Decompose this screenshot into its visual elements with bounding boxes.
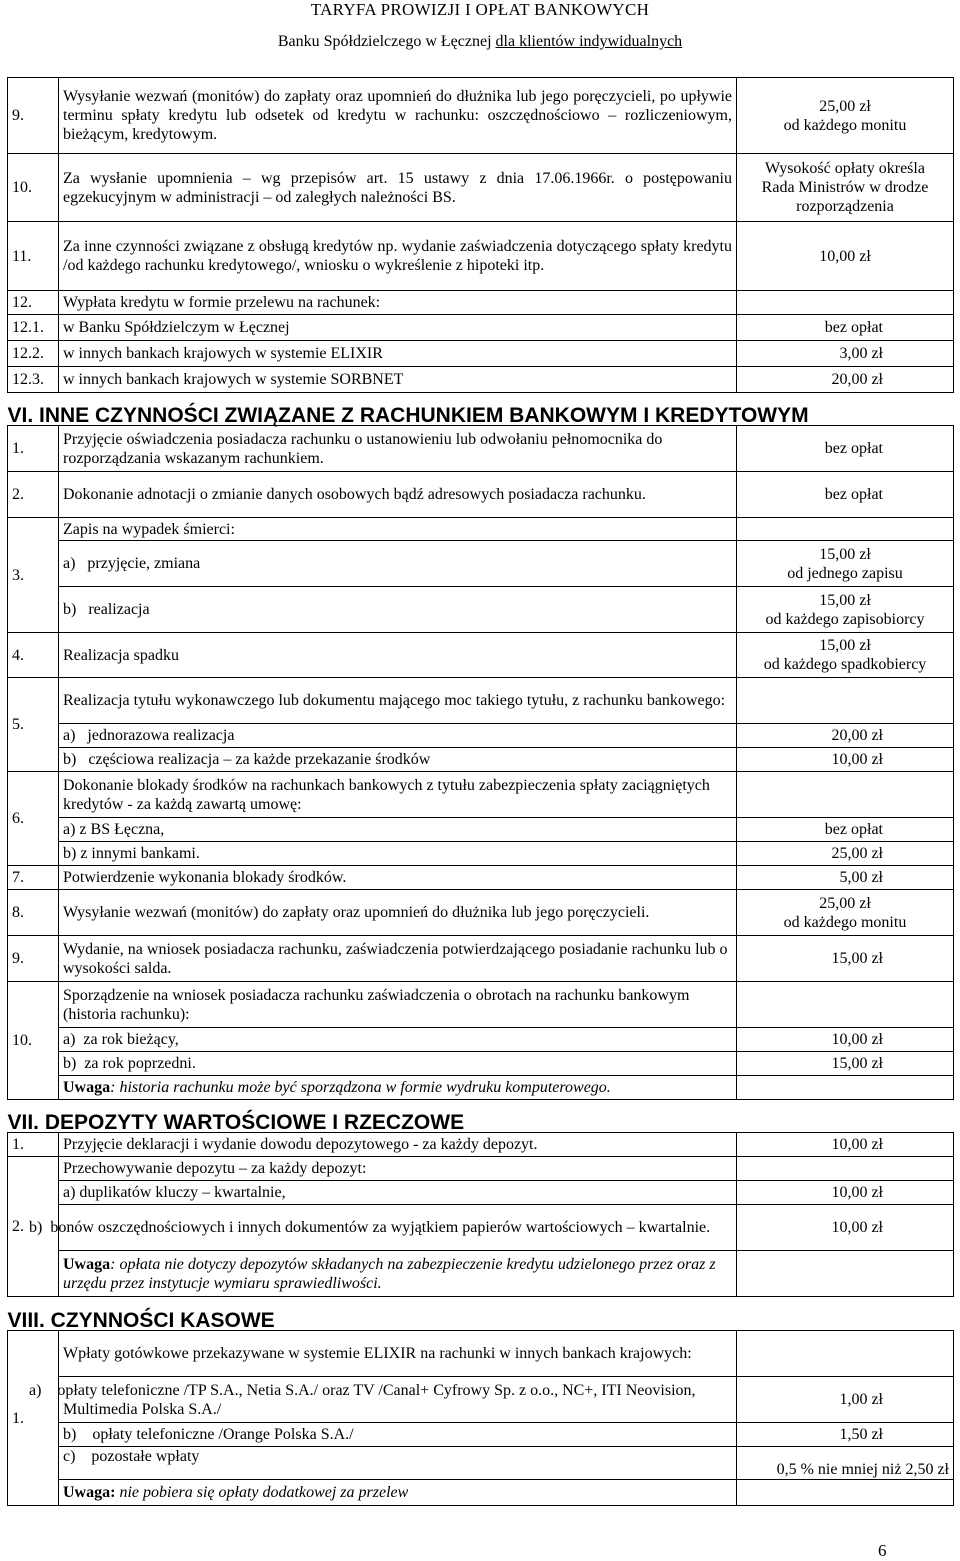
document-subtitle bbox=[0, 33, 960, 51]
row-subitem: a) za rok bieżący, bbox=[59, 1028, 737, 1052]
page-number: 6 bbox=[878, 1541, 887, 1560]
row-fee: 10,00 zł bbox=[737, 222, 954, 291]
row-description: Dokonanie blokady środków na rachunkach bankowych z tytułu zabezpieczenia spłaty zaciągniętych kredytów - za każdą zawartą umowę: bbox=[59, 772, 737, 818]
subtitle-bank: Banku Spółdzielczego w Łęcznej bbox=[277, 33, 496, 50]
section-vii-title: VII. DEPOZYTY WARTOŚCIOWE I RZECZOWE bbox=[8, 1100, 954, 1133]
table-row bbox=[8, 1331, 954, 1377]
table-row bbox=[8, 315, 954, 341]
table-row bbox=[8, 518, 954, 541]
table-row bbox=[8, 78, 954, 154]
row-fee: 10,00 zł bbox=[737, 748, 954, 772]
note-label: Uwaga bbox=[63, 1079, 111, 1096]
row-description: w Banku Spółdzielczym w Łęcznej bbox=[59, 315, 737, 341]
row-number: 8. bbox=[8, 890, 59, 936]
subtitle-clients: dla klientów indywidualnych bbox=[495, 33, 683, 50]
row-description: Realizacja spadku bbox=[59, 633, 737, 678]
row-number: 3. bbox=[8, 518, 59, 633]
row-description: Dokonanie adnotacji o zmianie danych osobowych bądź adresowych posiadacza rachunku. bbox=[59, 472, 737, 518]
fee-line: Wysokość opłaty określa bbox=[765, 160, 925, 177]
row-description: Realizacja tytułu wykonawczego lub dokumentu mającego moc takiego tytułu, z rachunku bankowego: bbox=[59, 678, 737, 724]
table-row bbox=[8, 1423, 954, 1447]
row-number: 10. bbox=[8, 982, 59, 1100]
row-fee: 0,5 % nie mniej niż 2,50 zł bbox=[737, 1447, 954, 1480]
row-fee: 3,00 zł bbox=[737, 341, 954, 367]
row-description: Wysyłanie wezwań (monitów) do zapłaty oraz upomnień do dłużnika lub jego poręczycieli. bbox=[59, 890, 737, 936]
table-row bbox=[8, 1447, 954, 1480]
row-number: 12. bbox=[8, 291, 59, 315]
row-fee bbox=[737, 633, 954, 678]
row-subitem: a) duplikatów kluczy – kwartalnie, bbox=[59, 1181, 737, 1205]
table-row bbox=[8, 1480, 954, 1506]
row-subitem: b) z innymi bankami. bbox=[59, 842, 737, 866]
row-fee bbox=[737, 1076, 954, 1100]
row-number: 11. bbox=[8, 222, 59, 291]
row-note bbox=[59, 1251, 737, 1297]
row-description: Wpłaty gotówkowe przekazywane w systemie ELIXIR na rachunki w innych bankach krajowych: bbox=[59, 1331, 737, 1377]
table-row bbox=[8, 1181, 954, 1205]
row-subitem: a) przyjęcie, zmiana bbox=[59, 541, 737, 587]
document-title: TARYFA PROWIZJI I OPŁAT BANKOWYCH bbox=[310, 0, 650, 19]
table-row bbox=[8, 772, 954, 818]
row-fee: 25,00 zł bbox=[737, 842, 954, 866]
fee-amount: 15,00 zł bbox=[819, 637, 871, 654]
row-subitem: b) za rok poprzedni. bbox=[59, 1052, 737, 1076]
table-row bbox=[8, 1157, 954, 1181]
row-fee bbox=[737, 154, 954, 222]
table-row bbox=[8, 633, 954, 678]
row-number: 1. bbox=[8, 426, 59, 472]
row-number: 12.2. bbox=[8, 341, 59, 367]
row-fee: 20,00 zł bbox=[737, 724, 954, 748]
fee-line: Rada Ministrów w drodze bbox=[761, 179, 929, 196]
row-number: 12.1. bbox=[8, 315, 59, 341]
row-description: Przyjęcie deklaracji i wydanie dowodu depozytowego - za każdy depozyt. bbox=[59, 1133, 737, 1157]
row-fee bbox=[737, 678, 954, 724]
fee-line: rozporządzenia bbox=[796, 198, 894, 215]
table-row bbox=[8, 724, 954, 748]
row-fee: bez opłat bbox=[737, 315, 954, 341]
row-fee bbox=[737, 1251, 954, 1297]
row-fee bbox=[737, 982, 954, 1028]
table-row bbox=[8, 154, 954, 222]
note-label: Uwaga: bbox=[63, 1484, 116, 1501]
row-fee: 10,00 zł bbox=[737, 1133, 954, 1157]
row-description: w innych bankach krajowych w systemie ELIXIR bbox=[59, 341, 737, 367]
row-fee bbox=[737, 291, 954, 315]
fee-basis: od każdego monitu bbox=[783, 116, 907, 134]
row-subitem: b) opłaty telefoniczne /Orange Polska S.A./ bbox=[59, 1423, 737, 1447]
row-description: w innych bankach krajowych w systemie SORBNET bbox=[59, 367, 737, 393]
row-fee bbox=[737, 78, 954, 154]
row-description: Za wysłanie upomnienia – wg przepisów art. 15 ustawy z dnia 17.06.1966r. o postępowaniu egzekucyjnym w administracji – od zaległych należności BS. bbox=[59, 154, 737, 222]
table-row bbox=[8, 472, 954, 518]
row-fee: 1,50 zł bbox=[737, 1423, 954, 1447]
row-fee: 5,00 zł bbox=[737, 866, 954, 890]
table-row bbox=[8, 1251, 954, 1297]
table-row bbox=[8, 541, 954, 587]
section-vi-title: VI. INNE CZYNNOŚCI ZWIĄZANE Z RACHUNKIEM BANKOWYM I KREDYTOWYM bbox=[8, 393, 954, 426]
row-subitem: b) realizacja bbox=[59, 587, 737, 633]
row-number: 9. bbox=[8, 78, 59, 154]
row-number: 10. bbox=[8, 154, 59, 222]
row-description: Potwierdzenie wykonania blokady środków. bbox=[59, 866, 737, 890]
table-row bbox=[8, 890, 954, 936]
row-description: Wysyłanie wezwań (monitów) do zapłaty oraz upomnień do dłużnika lub jego poręczycieli, po upływie terminu spłaty kredytu lub odsetek od kredytu w rachunku: oszczędnościowo – rozliczeniowym, bieżącym, kredytowym. bbox=[59, 78, 737, 154]
row-fee: 20,00 zł bbox=[737, 367, 954, 393]
note-label: Uwaga bbox=[63, 1255, 111, 1273]
table-row bbox=[8, 1133, 954, 1157]
table-row bbox=[8, 341, 954, 367]
row-subitem: a) z BS Łęczna, bbox=[59, 818, 737, 842]
table-row bbox=[8, 748, 954, 772]
row-note bbox=[59, 1480, 737, 1506]
row-number: 6. bbox=[8, 772, 59, 866]
note-text: : opłata nie dotyczy depozytów składanych na zabezpieczenie kredytu udzielonego przez oraz z urzędu przez instytucje wymiaru sprawiedliwości. bbox=[63, 1255, 716, 1292]
section-heading-row bbox=[8, 393, 954, 426]
row-fee: 10,00 zł bbox=[737, 1205, 954, 1251]
fee-basis: od każdego monitu bbox=[783, 913, 907, 931]
row-number: 9. bbox=[8, 936, 59, 982]
section-viii-title: VIII. CZYNNOŚCI KASOWE bbox=[8, 1297, 954, 1331]
table-row bbox=[8, 842, 954, 866]
fee-amount: 25,00 zł bbox=[819, 894, 871, 912]
row-number: 12.3. bbox=[8, 367, 59, 393]
row-number: 5. bbox=[8, 678, 59, 772]
table-row bbox=[8, 982, 954, 1028]
section-heading-row bbox=[8, 1297, 954, 1331]
row-fee: 15,00 zł bbox=[737, 936, 954, 982]
row-number: 1. bbox=[8, 1133, 59, 1157]
row-fee bbox=[737, 1331, 954, 1377]
row-number: 2. bbox=[8, 1157, 59, 1297]
row-fee: 10,00 zł bbox=[737, 1028, 954, 1052]
table-row bbox=[8, 426, 954, 472]
row-fee: bez opłat bbox=[737, 472, 954, 518]
row-description: Wypłata kredytu w formie przelewu na rachunek: bbox=[59, 291, 737, 315]
fee-basis: od każdego zapisobiorcy bbox=[765, 610, 925, 628]
section-heading-row bbox=[8, 1100, 954, 1133]
table-row bbox=[8, 818, 954, 842]
row-description: Za inne czynności związane z obsługą kredytów np. wydanie zaświadczenia dotyczącego spłaty kredytu /od każdego rachunku kredytowego/, wniosku o wykreślenie z hipoteki itp. bbox=[59, 222, 737, 291]
row-number: 4. bbox=[8, 633, 59, 678]
row-fee: 15,00 zł bbox=[737, 1052, 954, 1076]
table-row bbox=[8, 587, 954, 633]
table-row bbox=[8, 1205, 954, 1251]
row-fee bbox=[737, 541, 954, 587]
row-subitem: b) częściowa realizacja – za każde przekazanie środków bbox=[59, 748, 737, 772]
table-row bbox=[8, 1076, 954, 1100]
fee-amount: 15,00 zł bbox=[819, 545, 871, 563]
table-row bbox=[8, 367, 954, 393]
row-fee bbox=[737, 890, 954, 936]
row-fee bbox=[737, 518, 954, 541]
row-subitem: c) pozostałe wpłaty bbox=[59, 1447, 737, 1480]
row-description: Przyjęcie oświadczenia posiadacza rachunku o ustanowieniu lub odwołaniu pełnomocnika do rozporządzania wskazanym rachunkiem. bbox=[59, 426, 737, 472]
table-row bbox=[8, 1377, 954, 1423]
row-number: 2. bbox=[8, 472, 59, 518]
fee-amount: 25,00 zł bbox=[819, 97, 871, 115]
row-subitem: a) jednorazowa realizacja bbox=[59, 724, 737, 748]
row-number: 1. bbox=[8, 1331, 59, 1506]
fee-basis: od każdego spadkobiercy bbox=[763, 656, 927, 673]
table-row bbox=[8, 678, 954, 724]
row-note bbox=[59, 1076, 737, 1100]
row-fee: bez opłat bbox=[737, 426, 954, 472]
fee-table bbox=[7, 77, 954, 1506]
row-fee bbox=[737, 587, 954, 633]
row-subitem: b) bonów oszczędnościowych i innych dokumentów za wyjątkiem papierów wartościowych – kwartalnie. bbox=[59, 1205, 737, 1251]
table-row bbox=[8, 1028, 954, 1052]
row-fee bbox=[737, 1157, 954, 1181]
table-row bbox=[8, 291, 954, 315]
note-text: : historia rachunku może być sporządzona w formie wydruku komputerowego. bbox=[110, 1079, 611, 1096]
row-fee bbox=[737, 1480, 954, 1506]
note-text: nie pobiera się opłaty dodatkowej za przelew bbox=[115, 1484, 409, 1501]
row-fee: bez opłat bbox=[737, 818, 954, 842]
row-description: Sporządzenie na wniosek posiadacza rachunku zaświadczenia o obrotach na rachunku bankowym (historia rachunku): bbox=[59, 982, 737, 1028]
row-description: Zapis na wypadek śmierci: bbox=[59, 518, 737, 541]
row-fee bbox=[737, 772, 954, 818]
row-number: 7. bbox=[8, 866, 59, 890]
fee-basis: od jednego zapisu bbox=[787, 564, 903, 582]
table-row bbox=[8, 936, 954, 982]
table-row bbox=[8, 866, 954, 890]
row-fee: 10,00 zł bbox=[737, 1181, 954, 1205]
fee-amount: 15,00 zł bbox=[819, 591, 871, 609]
row-fee: 1,00 zł bbox=[737, 1377, 954, 1423]
table-row bbox=[8, 1052, 954, 1076]
table-row bbox=[8, 222, 954, 291]
row-subitem: a) opłaty telefoniczne /TP S.A., Netia S.A./ oraz TV /Canal+ Cyfrowy Sp. z o.o., NC+, ITI Neovision, Multimedia Polska S.A./ bbox=[59, 1377, 737, 1423]
row-description: Wydanie, na wniosek posiadacza rachunku, zaświadczenia potwierdzającego posiadanie rachunku lub o wysokości salda. bbox=[59, 936, 737, 982]
row-description: Przechowywanie depozytu – za każdy depozyt: bbox=[59, 1157, 737, 1181]
